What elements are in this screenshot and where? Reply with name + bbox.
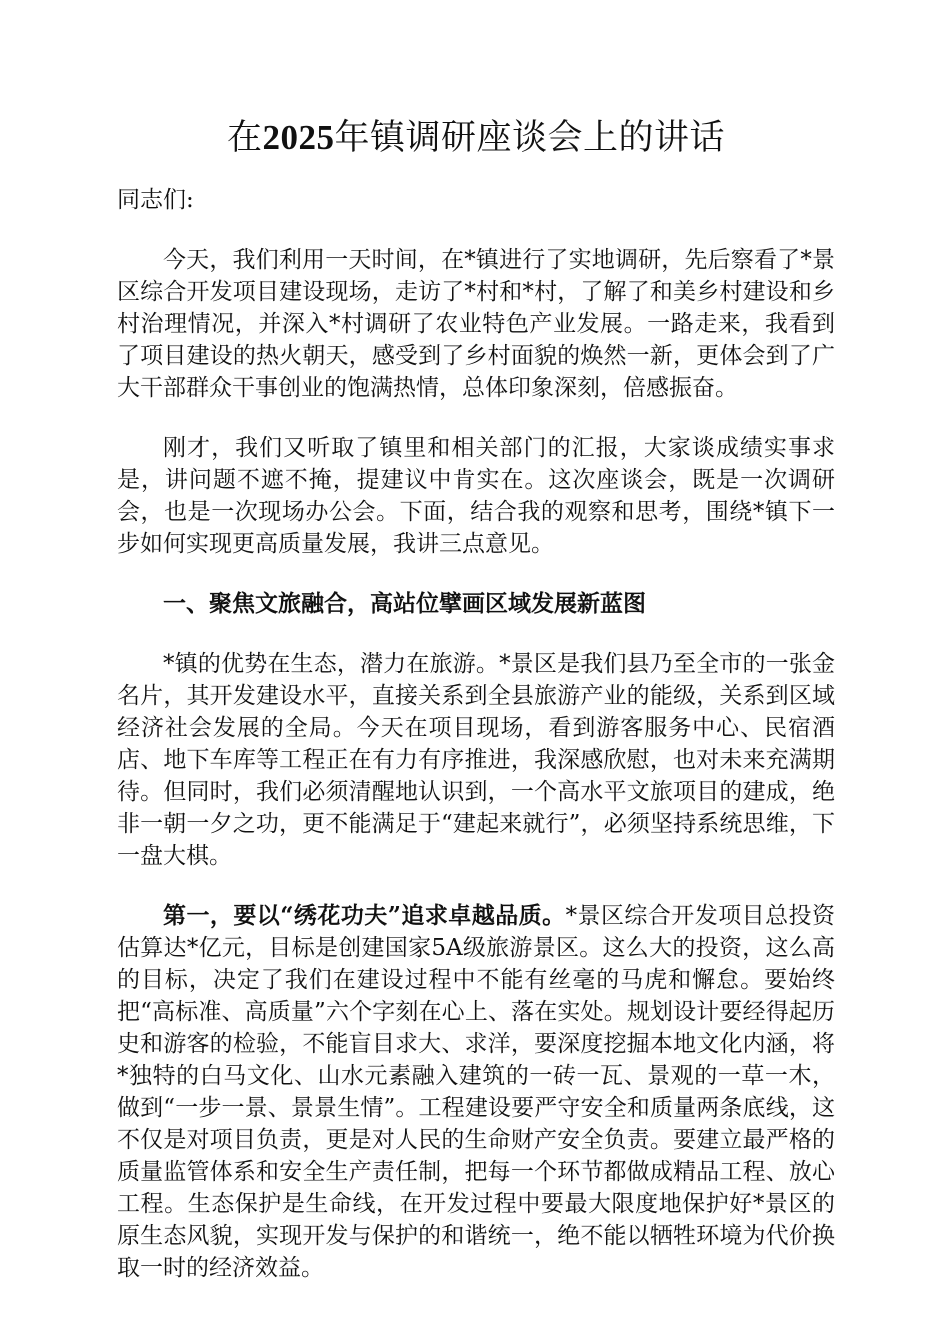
intro-paragraph-1: 今天，我们利用一天时间，在*镇进行了实地调研，先后察看了*景区综合开发项目建设现场，走访了*村和*村，了解了和美乡村建设和乡村治理情况，并深入*村调研了农业特色产业发展。一路走来，我看到了项目建设的热火朝天，感受到了乡村面貌的焕然一新，更体会到了广大干部群众干事创业的饱满热情，总体印象深刻，倍感振奋。 bbox=[117, 247, 835, 401]
title-year: 2025 bbox=[262, 118, 335, 157]
document-title bbox=[117, 112, 835, 164]
point-1-paragraph bbox=[117, 900, 835, 1284]
title-suffix: 年镇调研座谈会上的讲话 bbox=[334, 118, 726, 158]
section-1-heading: 一、聚焦文旅融合，高站位擘画区域发展新蓝图 bbox=[163, 590, 646, 617]
title-prefix: 在 bbox=[226, 118, 263, 158]
intro-paragraph-2: 刚才，我们又听取了镇里和相关部门的汇报，大家谈成绩实事求是，讲问题不遮不掩，提建议中肯实在。这次座谈会，既是一次调研会，也是一次现场办公会。下面，结合我的观察和思考，围绕*镇下一步如何实现更高质量发展，我讲三点意见。 bbox=[117, 435, 835, 557]
section-1-paragraph: *镇的优势在生态，潜力在旅游。*景区是我们县乃至全市的一张金名片，其开发建设水平，直接关系到全县旅游产业的能级，关系到区域经济社会发展的全局。今天在项目现场，看到游客服务中心、民宿酒店、地下车库等工程正在有力有序推进，我深感欣慰，也对未来充满期待。但同时，我们必须清醒地认识到，一个高水平文旅项目的建成，绝非一朝一夕之功，更不能满足于“建起来就行”，必须坚持系统思维，下一盘大棋。 bbox=[117, 651, 835, 869]
document-page bbox=[117, 112, 835, 1312]
point-1-lead: 第一，要以“绣花功夫”追求卓越品质。 bbox=[163, 902, 566, 929]
point-1-body: *景区综合开发项目总投资估算达*亿元，目标是创建国家5A级旅游景区。这么大的投资，这么高的目标，决定了我们在建设过程中不能有丝毫的马虎和懈怠。要始终把“高标准、高质量”六个字刻在心上、落在实处。规划设计要经得起历史和游客的检验，不能盲目求大、求洋，要深度挖掘本地文化内涵，将*独特的白马文化、山水元素融入建筑的一砖一瓦、景观的一草一木，做到“一步一景、景景生情”。工程建设要严守安全和质量两条底线，这不仅是对项目负责，更是对人民的生命财产安全负责。要建立最严格的质量监管体系和安全生产责任制，把每一个环节都做成精品工程、放心工程。生态保护是生命线，在开发过程中要最大限度地保护好*景区的原生态风貌，实现开发与保护的和谐统一，绝不能以牺牲环境为代价换取一时的经济效益。 bbox=[117, 903, 836, 1281]
salutation: 同志们: bbox=[117, 187, 194, 213]
